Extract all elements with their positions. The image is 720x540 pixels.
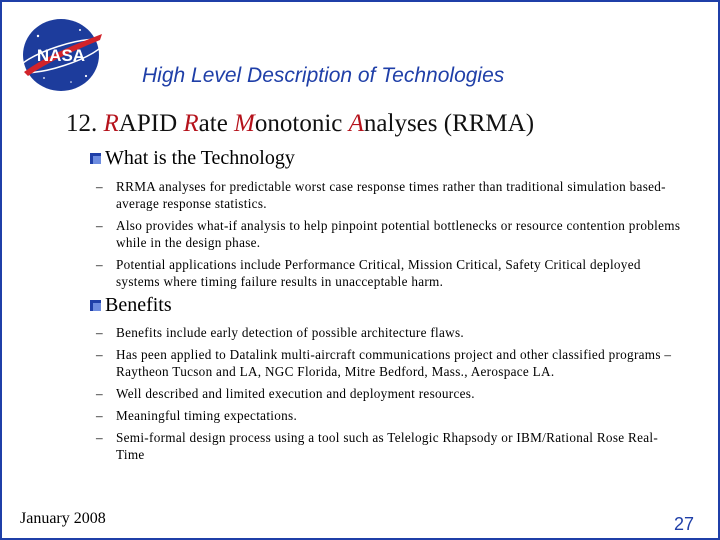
- dash-icon: –: [96, 347, 103, 362]
- list-item-text: Meaningful timing expectations.: [116, 408, 298, 423]
- list-item-text: RRMA analyses for predictable worst case response times rather than traditional simulation based- average response statistics.: [116, 179, 666, 211]
- dash-icon: –: [96, 179, 103, 194]
- title-rest: APID: [118, 110, 184, 137]
- slide-heading: High Level Description of Technologies: [142, 64, 505, 87]
- title-number: 12.: [66, 110, 98, 137]
- list-item-text: Also provides what-if analysis to help pinpoint potential bottlenecks or resource contention problems while in the design phase.: [116, 218, 681, 250]
- section-heading: [90, 147, 295, 170]
- list-item: [96, 407, 686, 424]
- logo-text: NASA: [36, 46, 86, 65]
- title-cap: R: [103, 110, 119, 137]
- dash-icon: –: [96, 257, 103, 272]
- list-item: [96, 346, 686, 380]
- dash-icon: –: [96, 218, 103, 233]
- list-item: [96, 385, 686, 402]
- bullet-square-icon: [90, 300, 101, 311]
- list-item-text: Well described and limited execution and deployment resources.: [116, 386, 475, 401]
- dash-icon: –: [96, 430, 103, 445]
- list-item-text: Benefits include early detection of possible architecture flaws.: [116, 325, 465, 340]
- list-item-text: Potential applications include Performance Critical, Mission Critical, Safety Critical deployed systems where timing failure results in unacceptable harm.: [116, 257, 641, 289]
- title-cap: M: [234, 110, 255, 137]
- title-rest: ate: [198, 110, 235, 137]
- dash-icon: –: [96, 386, 103, 401]
- list-item: [96, 178, 686, 212]
- list-item: [96, 217, 686, 251]
- page-number: 27: [673, 514, 694, 534]
- list-item: [96, 429, 686, 463]
- title-cap: A: [348, 110, 364, 137]
- bullet-list: [96, 178, 686, 295]
- title-rest: onotonic: [254, 110, 349, 137]
- bullet-square-icon: [90, 153, 101, 164]
- bullet-list: [96, 324, 686, 468]
- footer-date: January 2008: [20, 510, 106, 527]
- list-item-text: Semi-formal design process using a tool such as Telelogic Rhapsody or IBM/Rational Rose Real-Time: [116, 430, 659, 462]
- dash-icon: –: [96, 408, 103, 423]
- section-heading: [90, 294, 172, 317]
- dash-icon: –: [96, 325, 103, 340]
- title-rest: nalyses (RRMA): [363, 110, 535, 137]
- nasa-logo-icon: [16, 16, 106, 94]
- section-heading-label: What is the Technology: [105, 147, 295, 169]
- list-item: [96, 256, 686, 290]
- title-cap: R: [183, 110, 199, 137]
- list-item-text: Has peen applied to Datalink multi-aircraft communications project and other classified programs – Raytheon Tucson and LA, NGC Florida, Mitre Bedford, Mass., Aerospace LA.: [116, 347, 672, 379]
- section-heading-label: Benefits: [105, 294, 172, 316]
- slide-title: [66, 110, 534, 138]
- list-item: [96, 324, 686, 341]
